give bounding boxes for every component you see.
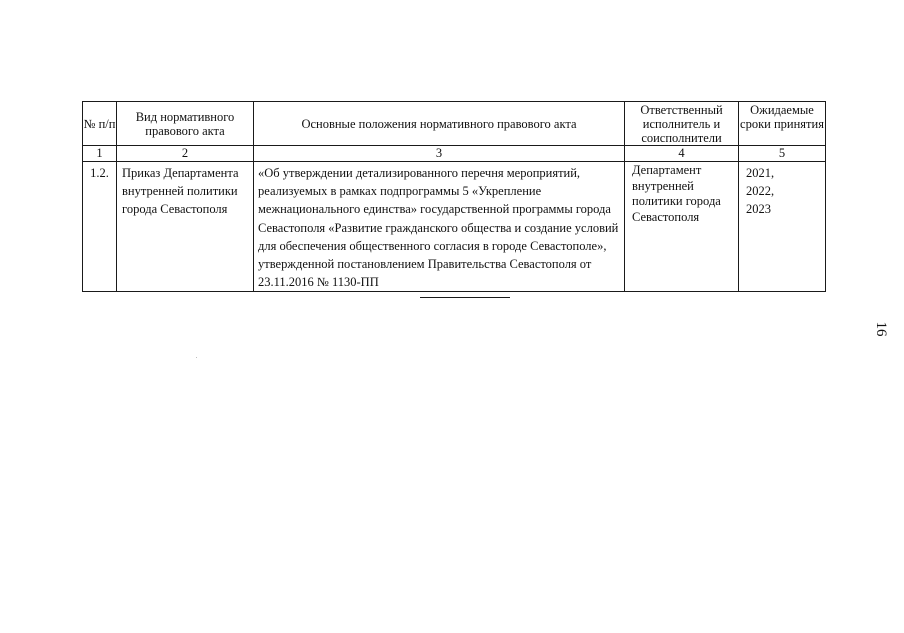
row-number: 1.2. — [83, 162, 117, 292]
column-number: 1 — [83, 146, 117, 162]
row-deadline — [739, 162, 826, 292]
separator-line — [420, 297, 510, 298]
column-number-row — [83, 146, 826, 162]
page-number: 16 — [873, 321, 889, 337]
row-executor: Департамент внутренней политики города Севастополя — [625, 162, 739, 292]
column-number: 3 — [254, 146, 625, 162]
header-number: № п/п — [83, 102, 117, 146]
column-number: 2 — [117, 146, 254, 162]
header-provisions: Основные положения нормативного правового акта — [254, 102, 625, 146]
column-number: 5 — [739, 146, 826, 162]
deadline-year: 2021, — [746, 166, 775, 180]
scan-speck — [196, 357, 197, 358]
header-deadline: Ожидаемые сроки принятия — [739, 102, 826, 146]
deadline-year: 2023 — [746, 202, 771, 217]
header-executor: Ответственный исполнитель и соисполнители — [625, 102, 739, 146]
row-act-type: Приказ Департамента внутренней политики города Севастополя — [117, 162, 254, 292]
legal-acts-table — [82, 101, 826, 292]
table-header-row — [83, 102, 826, 146]
header-act-type: Вид нормативного правового акта — [117, 102, 254, 146]
column-number: 4 — [625, 146, 739, 162]
row-provisions: «Об утверждении детализированного перечня мероприятий, реализуемых в рамках подпрограммы 5 «Укрепление межнационального единства» государственной программы города Севастополя «Развитие гражданского общества и создание условий для обеспечения общественного согласия в городе Севастополе», утвержденной постановлением Правительства Севастополя от 23.11.2016 № 1130-ПП — [254, 162, 625, 292]
deadline-year: 2022, — [746, 184, 775, 199]
table-row — [83, 162, 826, 292]
